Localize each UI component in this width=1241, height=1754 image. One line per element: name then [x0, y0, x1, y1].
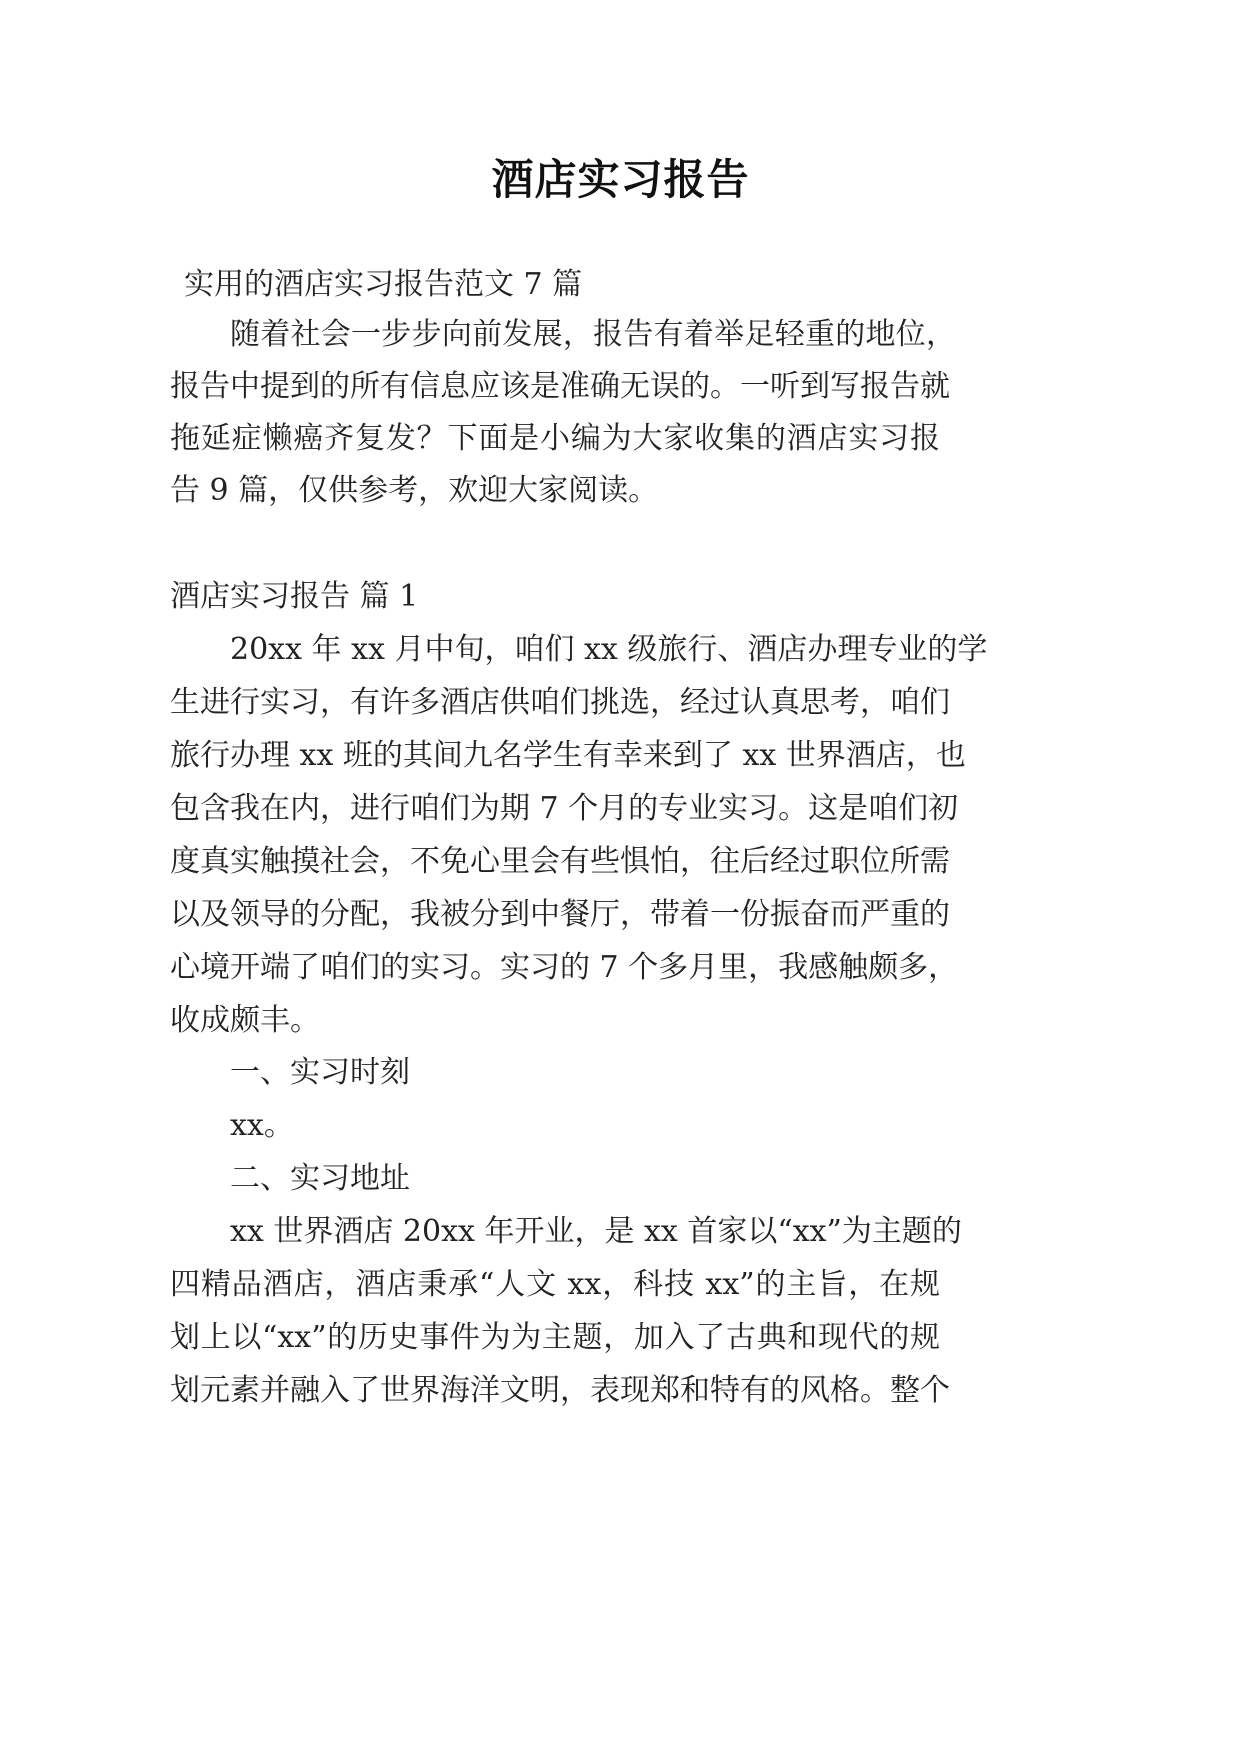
item2-heading: 二、实习地址 [230, 1161, 410, 1196]
body-line: 以及领导的分配，我被分到中餐厅，带着一份振奋而严重的 [170, 897, 950, 932]
intro-line: 拖延症懒癌齐复发？下面是小编为大家收集的酒店实习报 [170, 421, 940, 456]
item1-heading: 一、实习时刻 [230, 1055, 410, 1090]
body-line: 度真实触摸社会，不免心里会有些惧怕，往后经过职位所需 [170, 844, 950, 879]
intro-line: 告 9 篇，仅供参考，欢迎大家阅读。 [170, 473, 659, 508]
intro-line: 随着社会一步步向前发展，报告有着举足轻重的地位， [230, 317, 956, 352]
item2-line: 四精品酒店，酒店秉承“人文 xx，科技 xx”的主旨，在规 [170, 1267, 940, 1302]
body-line: 旅行办理 xx 班的其间九名学生有幸来到了 xx 世界酒店，也 [170, 738, 966, 773]
item1-text: xx。 [230, 1108, 294, 1143]
body-line: 生进行实习，有许多酒店供咱们挑选，经过认真思考，咱们 [170, 685, 950, 720]
item2-line: 划上以“xx”的历史事件为为主题，加入了古典和现代的规 [170, 1320, 940, 1355]
body-line: 20xx 年 xx 月中旬，咱们 xx 级旅行、酒店办理专业的学 [230, 632, 988, 667]
body-line: 包含我在内，进行咱们为期 7 个月的专业实习。这是咱们初 [170, 791, 959, 826]
document-subtitle: 实用的酒店实习报告范文 7 篇 [184, 267, 583, 302]
item2-line: xx 世界酒店 20xx 年开业，是 xx 首家以“xx”为主题的 [230, 1214, 962, 1249]
section-heading: 酒店实习报告 篇 1 [170, 579, 419, 614]
document-title: 酒店实习报告 [491, 155, 750, 204]
body-line: 收成颇丰。 [170, 1003, 320, 1038]
intro-line: 报告中提到的所有信息应该是准确无误的。一听到写报告就 [170, 369, 950, 404]
body-line: 心境开端了咱们的实习。实习的 7 个多月里，我感触颇多， [170, 950, 959, 985]
item2-line: 划元素并融入了世界海洋文明，表现郑和特有的风格。整个 [170, 1373, 950, 1408]
